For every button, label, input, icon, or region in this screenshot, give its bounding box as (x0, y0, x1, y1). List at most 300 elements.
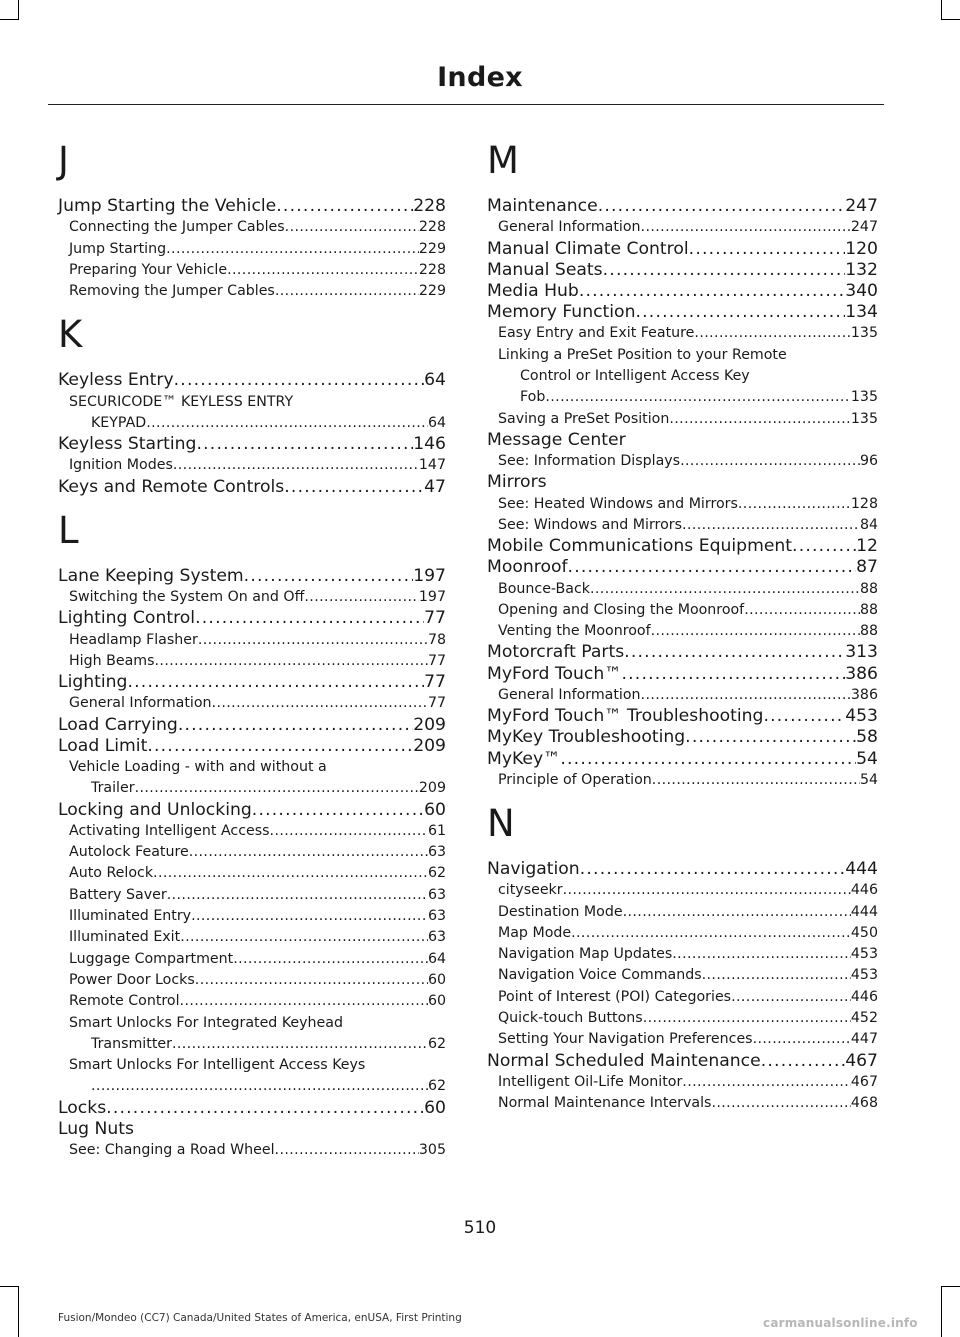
dot-leader (146, 413, 428, 434)
entry-page-number: 228 (418, 219, 446, 236)
index-entry[interactable] (487, 727, 878, 748)
entry-page-number: 468 (850, 1095, 878, 1112)
entry-page-number: 58 (856, 727, 878, 748)
index-entry[interactable] (487, 472, 878, 493)
dot-leader (579, 281, 845, 302)
entry-label: Bounce-Back (498, 580, 590, 597)
crop-mark-top-left-h (0, 19, 19, 20)
index-column-left (58, 138, 446, 1161)
section-letter: J (58, 139, 69, 182)
entry-label: Auto Relock (69, 865, 154, 882)
dot-leader (275, 1140, 419, 1161)
dot-leader (244, 566, 414, 587)
section-letter: L (58, 508, 79, 552)
entry-page-number: 305 (418, 1142, 446, 1159)
index-entry[interactable] (487, 260, 878, 281)
entry-label: Illuminated Entry (69, 908, 192, 925)
entry-label: Battery Saver (69, 886, 167, 903)
page-title: Index (437, 62, 523, 93)
index-subentry[interactable] (58, 927, 446, 948)
dot-leader (672, 944, 851, 965)
index-subentry[interactable] (487, 944, 878, 965)
crop-mark-top-right-v (941, 0, 942, 20)
index-entry[interactable] (487, 859, 878, 880)
index-subentry[interactable] (58, 842, 446, 863)
dot-leader (652, 770, 860, 791)
index-entry[interactable] (58, 477, 446, 498)
index-subentry-continued[interactable] (487, 387, 878, 408)
entry-page-number: 84 (859, 516, 878, 533)
entry-label: Connecting the Jumper Cables (69, 219, 285, 236)
dot-leader (304, 587, 419, 608)
index-subentry-continued[interactable] (58, 1076, 446, 1097)
dot-leader (173, 455, 419, 476)
index-entry[interactable] (58, 736, 446, 757)
entry-page-number: 228 (413, 196, 446, 216)
entry-label: Jump Starting the Vehicle (58, 196, 277, 216)
dot-leader (545, 387, 851, 408)
index-subentry-continued[interactable] (58, 778, 446, 799)
entry-label: Lighting Control (58, 608, 196, 629)
entry-label: MyFord Touch™ Troubleshooting (487, 706, 764, 727)
dot-leader (196, 434, 413, 455)
dot-leader (571, 923, 851, 944)
entry-page-number: 128 (850, 495, 878, 512)
entry-label: Transmitter (91, 1035, 172, 1052)
index-subentry[interactable] (487, 579, 878, 600)
index-subentry[interactable] (487, 1008, 878, 1029)
entry-page-number: 12 (856, 536, 878, 557)
dot-leader (731, 987, 851, 1008)
dot-leader (195, 970, 428, 991)
dot-leader (761, 1051, 845, 1072)
entry-page-number: 197 (418, 589, 446, 606)
entry-page-number: 88 (859, 580, 878, 597)
dot-leader (694, 323, 851, 344)
dot-leader (682, 515, 860, 536)
index-subentry[interactable] (58, 885, 446, 906)
index-subentry-continued[interactable] (58, 1034, 446, 1055)
entry-page-number: 132 (845, 259, 878, 280)
entry-label: Motorcraft Parts (487, 642, 625, 663)
index-entry[interactable] (487, 1051, 878, 1072)
index-subentry[interactable] (487, 880, 878, 901)
entry-label: Illuminated Exit (69, 929, 181, 946)
index-subentry[interactable] (58, 906, 446, 927)
dot-leader (560, 749, 856, 770)
dot-leader (621, 664, 845, 685)
entry-page-number: 47 (424, 476, 446, 497)
entry-page-number: 229 (418, 240, 446, 257)
entry-page-number: 54 (856, 748, 878, 769)
entry-page-number: 64 (427, 950, 446, 967)
entry-label: Mirrors (487, 472, 547, 493)
entry-page-number: 197 (413, 565, 446, 586)
dot-leader (155, 651, 428, 672)
dot-leader (275, 281, 419, 302)
dot-leader (623, 902, 851, 923)
entry-page-number: 446 (850, 882, 878, 899)
index-entry[interactable] (487, 302, 878, 323)
index-subentry[interactable]: Vehicle Loading - with and without a (69, 759, 327, 776)
entry-label: General Information (498, 686, 641, 703)
entry-page-number: 228 (418, 261, 446, 278)
entry-page-number: 453 (850, 946, 878, 963)
index-subentry[interactable] (487, 902, 878, 923)
section-letter: M (487, 139, 519, 182)
entry-label: Navigation Map Updates (498, 946, 673, 963)
entry-label: Moonroof (487, 557, 568, 578)
index-subentry[interactable] (487, 621, 878, 642)
index-subentry[interactable] (487, 451, 878, 472)
index-subentry[interactable] (58, 260, 446, 281)
entry-label: Removing the Jumper Cables (69, 283, 275, 300)
index-subentry[interactable]: Linking a PreSet Position to your Remote (498, 346, 787, 363)
entry-page-number: 147 (418, 457, 446, 474)
crop-mark-bottom-right-v (941, 1286, 942, 1337)
index-subentry[interactable] (58, 1140, 446, 1161)
index-subentry-continued[interactable] (58, 413, 446, 434)
dot-leader (127, 672, 424, 693)
index-subentry[interactable]: Smart Unlocks For Integrated Keyhead (69, 1014, 343, 1031)
entry-label: Load Limit (58, 735, 148, 756)
index-entry[interactable] (58, 370, 446, 391)
index-subentry[interactable] (487, 923, 878, 944)
index-subentry[interactable] (487, 1093, 878, 1114)
crop-mark-top-right-h (941, 19, 960, 20)
entry-page-number: 60 (427, 971, 446, 988)
index-subentry[interactable] (58, 239, 446, 260)
footer-text: Fusion/Mondeo (CC7) Canada/United States of America, enUSA, First Printing (58, 1312, 462, 1324)
dot-leader (195, 608, 424, 629)
index-subentry[interactable] (58, 991, 446, 1012)
crop-mark-bottom-left-h (0, 1286, 19, 1287)
entry-page-number: 63 (427, 908, 446, 925)
entry-page-number: 229 (418, 283, 446, 300)
entry-label: Jump Starting (69, 240, 167, 257)
entry-label: Normal Scheduled Maintenance (487, 1050, 761, 1071)
entry-label: Keys and Remote Controls (58, 476, 285, 497)
index-subentry[interactable] (487, 987, 878, 1008)
entry-page-number: 64 (427, 414, 446, 431)
entry-label: Media Hub (487, 280, 579, 301)
index-entry[interactable] (487, 239, 878, 260)
entry-page-number: 88 (859, 623, 878, 640)
entry-label: Navigation Voice Commands (498, 967, 702, 984)
entry-page-number: 135 (850, 325, 878, 342)
dot-leader (212, 693, 428, 714)
dot-leader (641, 217, 851, 238)
entry-page-number: 467 (845, 1050, 878, 1071)
entry-label: Easy Entry and Exit Feature (498, 325, 695, 342)
entry-label: Trailer (91, 780, 135, 797)
entry-page-number: 247 (850, 219, 878, 236)
dot-leader (738, 494, 851, 515)
dot-leader (189, 842, 428, 863)
entry-page-number: 467 (850, 1073, 878, 1090)
entry-label: Destination Mode (498, 903, 623, 920)
section-letter: K (58, 313, 83, 357)
entry-label: Message Center (487, 429, 626, 450)
index-entry[interactable] (487, 430, 878, 451)
index-subentry[interactable]: SECURICODE™ KEYLESS ENTRY (69, 393, 294, 410)
index-subentry[interactable] (487, 409, 878, 430)
dot-leader (91, 1076, 428, 1097)
index-entry[interactable] (58, 1098, 446, 1119)
entry-page-number: 61 (427, 822, 446, 839)
entry-label: Keyless Starting (58, 434, 197, 455)
crop-mark-bottom-right-h (941, 1286, 960, 1287)
index-entry[interactable] (58, 715, 446, 736)
entry-label: Activating Intelligent Access (69, 822, 270, 839)
section-letter: N (487, 802, 515, 845)
entry-page-number: 63 (427, 929, 446, 946)
index-entry[interactable] (487, 557, 878, 578)
dot-leader (563, 880, 851, 901)
entry-label: Load Carrying (58, 714, 178, 735)
dot-leader (680, 451, 860, 472)
entry-label: MyFord Touch™ (487, 663, 622, 684)
entry-label: Principle of Operation (498, 771, 652, 788)
index-entry[interactable] (487, 749, 878, 770)
dot-leader (669, 409, 851, 430)
entry-label: Fob (520, 389, 546, 406)
entry-page-number: 386 (850, 686, 878, 703)
entry-label: General Information (69, 695, 212, 712)
dot-leader (106, 1098, 424, 1119)
dot-leader (643, 1008, 851, 1029)
entry-page-number: 60 (424, 1097, 446, 1118)
watermark-logo: carmanualsonline.info (763, 1316, 918, 1330)
entry-page-number: 450 (850, 924, 878, 941)
entry-page-number: 63 (427, 844, 446, 861)
crop-mark-bottom-left-v (18, 1286, 19, 1337)
entry-page-number: 209 (413, 735, 446, 756)
entry-page-number: 247 (845, 196, 878, 216)
index-subentry[interactable] (487, 515, 878, 536)
dot-leader (682, 1072, 851, 1093)
entry-page-number: 77 (427, 652, 446, 669)
entry-label: Lug Nuts (58, 1118, 134, 1139)
index-subentry[interactable] (58, 587, 446, 608)
entry-page-number: 340 (845, 280, 878, 301)
entry-label: Opening and Closing the Moonroof (498, 601, 745, 618)
dot-leader (174, 370, 425, 391)
entry-label: Quick-touch Buttons (498, 1009, 643, 1026)
entry-page-number: 134 (845, 302, 878, 323)
index-subentry[interactable] (58, 217, 446, 238)
entry-label: Intelligent Oil-Life Monitor (498, 1073, 683, 1090)
index-subentry[interactable] (487, 1029, 878, 1050)
page-number: 510 (463, 1218, 497, 1238)
dot-leader (180, 991, 428, 1012)
dot-leader (598, 196, 846, 217)
index-subentry[interactable] (58, 455, 446, 476)
header-divider (48, 104, 884, 105)
entry-label: See: Heated Windows and Mirrors (498, 495, 738, 512)
entry-page-number: 386 (845, 663, 878, 684)
entry-page-number: 60 (427, 993, 446, 1010)
index-subentry[interactable] (487, 685, 878, 706)
entry-label: Navigation (487, 859, 580, 879)
entry-label: Manual Seats (487, 259, 603, 280)
index-subentry[interactable] (58, 821, 446, 842)
crop-mark-top-left-v (18, 0, 19, 20)
entry-page-number: 453 (850, 967, 878, 984)
entry-page-number: 209 (413, 714, 446, 735)
index-subentry[interactable] (58, 630, 446, 651)
entry-label: Venting the Moonroof (498, 623, 651, 640)
entry-label: Map Mode (498, 924, 572, 941)
index-subentry[interactable] (487, 770, 878, 791)
index-subentry[interactable] (58, 970, 446, 991)
entry-page-number: 135 (850, 389, 878, 406)
dot-leader (172, 1034, 428, 1055)
entry-page-number: 62 (427, 1078, 446, 1095)
index-subentry[interactable] (58, 693, 446, 714)
dot-leader (167, 885, 428, 906)
dot-leader (689, 239, 846, 260)
dot-leader (685, 727, 856, 748)
index-subentry-continued: Control or Intelligent Access Key (520, 367, 750, 384)
entry-page-number: 446 (850, 988, 878, 1005)
dot-leader (227, 260, 419, 281)
dot-leader (135, 778, 419, 799)
index-subentry[interactable] (487, 1072, 878, 1093)
entry-label: Autolock Feature (69, 844, 189, 861)
index-subentry[interactable]: Smart Unlocks For Intelligent Access Keys (69, 1057, 366, 1074)
entry-page-number: 96 (859, 453, 878, 469)
entry-label: General Information (498, 219, 641, 236)
entry-label: See: Changing a Road Wheel (69, 1142, 275, 1159)
index-subentry[interactable] (58, 863, 446, 884)
index-entry[interactable] (487, 642, 878, 663)
index-column-right (487, 138, 878, 1114)
dot-leader (178, 715, 413, 736)
entry-page-number: 444 (850, 903, 878, 920)
index-subentry[interactable] (58, 281, 446, 302)
entry-label: Lighting (58, 672, 128, 693)
index-subentry[interactable] (487, 600, 878, 621)
index-entry[interactable] (58, 800, 446, 821)
index-entry[interactable] (58, 434, 446, 455)
index-entry[interactable] (487, 706, 878, 727)
dot-leader (753, 1029, 851, 1050)
entry-label: Headlamp Flasher (69, 631, 198, 648)
entry-page-number: 54 (859, 771, 878, 788)
entry-label: Locks (58, 1097, 107, 1118)
dot-leader (711, 1093, 850, 1114)
entry-label: Lane Keeping System (58, 565, 244, 586)
dot-leader (580, 859, 845, 880)
dot-leader (603, 260, 846, 281)
index-subentry[interactable] (487, 494, 878, 515)
entry-page-number: 77 (427, 695, 446, 712)
entry-label: Luggage Compartment (69, 950, 234, 967)
dot-leader (285, 217, 419, 238)
dot-leader (590, 579, 860, 600)
entry-label: cityseekr (498, 882, 563, 899)
dot-leader (763, 706, 845, 727)
entry-label: MyKey Troubleshooting (487, 727, 686, 748)
dot-leader (153, 863, 428, 884)
entry-label: Point of Interest (POI) Categories (498, 988, 732, 1005)
index-subentry[interactable] (487, 323, 878, 344)
entry-label: See: Windows and Mirrors (498, 516, 682, 533)
dot-leader (702, 965, 851, 986)
dot-leader (191, 906, 428, 927)
entry-page-number: 452 (850, 1009, 878, 1026)
index-entry[interactable] (58, 608, 446, 629)
entry-label: Saving a PreSet Position (498, 410, 670, 427)
entry-page-number: 60 (424, 799, 446, 820)
dot-leader (744, 600, 860, 621)
dot-leader (233, 949, 428, 970)
entry-label: Maintenance (487, 196, 598, 216)
entry-page-number: 135 (850, 410, 878, 427)
dot-leader (270, 821, 428, 842)
dot-leader (792, 536, 856, 557)
entry-label: Mobile Communications Equipment (487, 536, 793, 557)
dot-leader (147, 736, 413, 757)
dot-leader (641, 685, 851, 706)
entry-page-number: 313 (845, 642, 878, 663)
entry-label: Normal Maintenance Intervals (498, 1095, 712, 1112)
index-entry[interactable] (487, 536, 878, 557)
entry-label: Memory Function (487, 302, 636, 323)
entry-label: Switching the System On and Off (69, 589, 305, 606)
entry-label: MyKey™ (487, 748, 561, 769)
entry-label: Remote Control (69, 993, 180, 1010)
entry-label: Power Door Locks (69, 971, 195, 988)
index-entry[interactable] (58, 566, 446, 587)
dot-leader (635, 302, 845, 323)
entry-label: Preparing Your Vehicle (69, 261, 228, 278)
dot-leader (624, 642, 845, 663)
entry-label: KEYPAD (91, 414, 147, 431)
entry-label: High Beams (69, 652, 155, 669)
index-entry[interactable] (487, 196, 878, 217)
index-subentry[interactable] (58, 949, 446, 970)
entry-page-number: 88 (859, 601, 878, 618)
entry-page-number: 78 (427, 631, 446, 648)
dot-leader (284, 477, 424, 498)
dot-leader (166, 239, 419, 260)
index-subentry[interactable] (487, 965, 878, 986)
dot-leader (180, 927, 428, 948)
entry-page-number: 209 (418, 780, 446, 797)
entry-page-number: 453 (845, 706, 878, 727)
entry-label: Setting Your Navigation Preferences (498, 1031, 753, 1048)
entry-page-number: 62 (427, 865, 446, 882)
dot-leader (651, 621, 860, 642)
entry-label: Manual Climate Control (487, 238, 689, 259)
index-entry[interactable] (487, 664, 878, 685)
entry-page-number: 87 (856, 557, 878, 578)
index-entry[interactable] (58, 672, 446, 693)
entry-page-number: 447 (850, 1031, 878, 1048)
dot-leader (568, 557, 857, 578)
index-entry[interactable] (58, 196, 446, 217)
entry-page-number: 120 (845, 238, 878, 259)
index-subentry[interactable] (58, 651, 446, 672)
index-entry[interactable] (58, 1119, 446, 1140)
index-entry[interactable] (487, 281, 878, 302)
index-subentry[interactable] (487, 217, 878, 238)
entry-page-number: 64 (424, 370, 446, 391)
entry-label: Ignition Modes (69, 457, 173, 474)
dot-leader (252, 800, 424, 821)
